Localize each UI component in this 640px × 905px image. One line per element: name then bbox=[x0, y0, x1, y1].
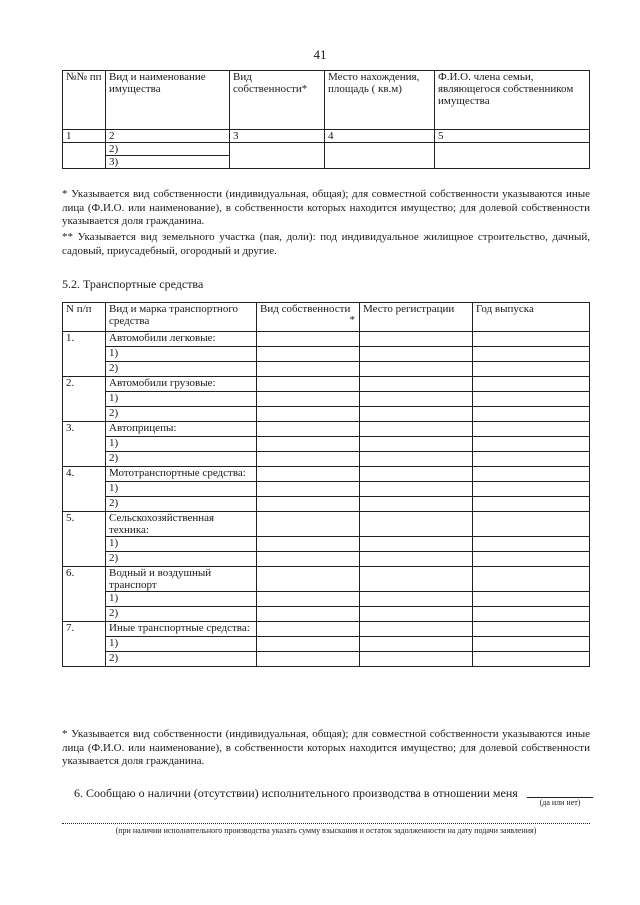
table-row bbox=[63, 143, 590, 156]
table-row bbox=[63, 332, 590, 347]
table-cell bbox=[473, 592, 590, 607]
table-cell bbox=[360, 592, 473, 607]
group-name-cell: Автомобили грузовые: bbox=[106, 377, 257, 392]
table-header-cell: Ф.И.О. члена семьи, являющегося собственником имущества bbox=[435, 71, 590, 130]
table-row bbox=[63, 512, 590, 537]
table-cell bbox=[257, 437, 360, 452]
table-row bbox=[63, 567, 590, 592]
table-cell bbox=[473, 652, 590, 667]
table-cell bbox=[257, 537, 360, 552]
answer-hint: (да или нет) bbox=[539, 798, 581, 807]
table-header-cell: №№ пп bbox=[63, 71, 106, 130]
table-cell bbox=[473, 452, 590, 467]
table-row bbox=[63, 377, 590, 392]
asterisk-mark: * bbox=[349, 314, 355, 326]
item-cell: 2) bbox=[106, 497, 257, 512]
table-header-cell: Вид и марка транспортного средства bbox=[106, 303, 257, 332]
table-cell bbox=[360, 452, 473, 467]
item-cell: 2) bbox=[106, 552, 257, 567]
table-cell bbox=[360, 622, 473, 637]
table-cell bbox=[360, 392, 473, 407]
group-name-cell: Мототранспортные средства: bbox=[106, 467, 257, 482]
table-cell: 1 bbox=[63, 130, 106, 143]
table-cell bbox=[230, 143, 325, 169]
group-name-cell: Автоприцепы: bbox=[106, 422, 257, 437]
table-row bbox=[63, 130, 590, 143]
table-cell: 4 bbox=[325, 130, 435, 143]
table-cell bbox=[257, 407, 360, 422]
table-cell bbox=[473, 482, 590, 497]
table-header-cell: Год выпуска bbox=[473, 303, 590, 332]
table-cell bbox=[257, 392, 360, 407]
table-cell: 2 bbox=[106, 130, 230, 143]
table-cell bbox=[257, 377, 360, 392]
table-row bbox=[63, 552, 590, 567]
table-cell bbox=[360, 497, 473, 512]
section-6-text: 6. Сообщаю о наличии (отсутствии) исполнительного производства в отношении меня bbox=[74, 786, 518, 800]
item-cell: 2) bbox=[106, 407, 257, 422]
table-cell: 3) bbox=[106, 156, 230, 169]
group-name-cell: Автомобили легковые: bbox=[106, 332, 257, 347]
group-number-cell: 4. bbox=[63, 467, 106, 512]
table-cell bbox=[360, 637, 473, 652]
table-header-row bbox=[63, 303, 590, 332]
item-cell: 1) bbox=[106, 637, 257, 652]
table-cell bbox=[473, 537, 590, 552]
table-cell bbox=[257, 637, 360, 652]
table-cell bbox=[360, 437, 473, 452]
table-cell bbox=[360, 362, 473, 377]
table-row bbox=[63, 497, 590, 512]
table-row bbox=[63, 622, 590, 637]
table-row bbox=[63, 437, 590, 452]
table-cell bbox=[360, 377, 473, 392]
table-cell bbox=[360, 332, 473, 347]
group-name-cell: Водный и воздушный транспорт bbox=[106, 567, 257, 592]
item-cell: 1) bbox=[106, 392, 257, 407]
table-cell bbox=[473, 347, 590, 362]
table-cell bbox=[257, 497, 360, 512]
table-header-row bbox=[63, 71, 590, 130]
table-cell bbox=[360, 537, 473, 552]
table-cell bbox=[473, 377, 590, 392]
table-cell bbox=[257, 332, 360, 347]
item-cell: 1) bbox=[106, 437, 257, 452]
group-number-cell: 7. bbox=[63, 622, 106, 667]
table-cell bbox=[257, 482, 360, 497]
table-row bbox=[63, 362, 590, 377]
footer-line bbox=[62, 823, 590, 824]
table-cell bbox=[360, 482, 473, 497]
table-row bbox=[63, 537, 590, 552]
table-cell bbox=[473, 567, 590, 592]
table-row bbox=[63, 407, 590, 422]
table-cell bbox=[473, 422, 590, 437]
page-number: 41 bbox=[313, 47, 327, 62]
item-cell: 2) bbox=[106, 362, 257, 377]
table-cell bbox=[473, 437, 590, 452]
table-cell bbox=[257, 592, 360, 607]
table-header-cell bbox=[257, 303, 360, 332]
item-cell: 1) bbox=[106, 347, 257, 362]
table-cell bbox=[257, 362, 360, 377]
table-cell bbox=[257, 552, 360, 567]
table-row bbox=[63, 347, 590, 362]
table-cell bbox=[473, 512, 590, 537]
item-cell: 2) bbox=[106, 652, 257, 667]
table-cell bbox=[360, 512, 473, 537]
footnote-ownership-2: * Указывается вид собственности (индивидуальная, общая); для совместной собственности указываются иные лица (Ф.И.О. или наименование), в собственности которых находится имущество; для долевой собственности указывается доля гражданина. bbox=[62, 728, 590, 767]
table-cell bbox=[257, 622, 360, 637]
table-cell bbox=[360, 407, 473, 422]
table-cell bbox=[257, 567, 360, 592]
table-cell bbox=[257, 452, 360, 467]
table-cell bbox=[435, 143, 590, 169]
table-cell bbox=[473, 497, 590, 512]
table-cell bbox=[257, 512, 360, 537]
table-cell: 3 bbox=[230, 130, 325, 143]
footnote-ownership: * Указывается вид собственности (индивидуальная, общая); для совместной собственности указываются иные лица (Ф.И.О. или наименование), в собственности которых находится имущество; для долевой собственности указывается доля гражданина. bbox=[62, 188, 590, 227]
table-row bbox=[63, 482, 590, 497]
table-header-text: Вид собственности bbox=[260, 303, 351, 315]
group-name-cell: Иные транспортные средства: bbox=[106, 622, 257, 637]
table-cell bbox=[473, 467, 590, 482]
table-cell bbox=[473, 637, 590, 652]
table-cell bbox=[257, 652, 360, 667]
table-cell bbox=[360, 552, 473, 567]
table-cell bbox=[473, 407, 590, 422]
table-header-cell: Место нахождения, площадь ( кв.м) bbox=[325, 71, 435, 130]
table-cell bbox=[257, 347, 360, 362]
section-title-5-2: 5.2. Транспортные средства bbox=[62, 277, 204, 291]
vehicle-table-body bbox=[63, 332, 590, 667]
table-header-cell: Вид и наименование имущества bbox=[106, 71, 230, 130]
table-cell bbox=[360, 567, 473, 592]
item-cell: 1) bbox=[106, 482, 257, 497]
footnote-land: ** Указывается вид земельного участка (пая, доли): под индивидуальное жилищное строительство, дачный, садовый, приусадебный, огородный и другие. bbox=[62, 231, 590, 257]
group-number-cell: 5. bbox=[63, 512, 106, 567]
group-number-cell: 3. bbox=[63, 422, 106, 467]
table-header-cell: Вид собственности* bbox=[230, 71, 325, 130]
table-row bbox=[63, 592, 590, 607]
group-number-cell: 6. bbox=[63, 567, 106, 622]
item-cell: 1) bbox=[106, 537, 257, 552]
group-number-cell: 1. bbox=[63, 332, 106, 377]
table-cell bbox=[257, 422, 360, 437]
table-cell bbox=[473, 332, 590, 347]
table-cell bbox=[473, 552, 590, 567]
item-cell: 1) bbox=[106, 592, 257, 607]
table-cell bbox=[325, 143, 435, 169]
table-row bbox=[63, 652, 590, 667]
table-cell bbox=[473, 362, 590, 377]
item-cell: 2) bbox=[106, 452, 257, 467]
table-cell bbox=[473, 622, 590, 637]
table-cell: 5 bbox=[435, 130, 590, 143]
group-number-cell: 2. bbox=[63, 377, 106, 422]
group-name-cell: Сельскохозяйственная техника: bbox=[106, 512, 257, 537]
table-cell bbox=[473, 392, 590, 407]
item-cell: 2) bbox=[106, 607, 257, 622]
table-cell bbox=[360, 607, 473, 622]
vehicle-table bbox=[62, 302, 590, 667]
table-cell bbox=[473, 607, 590, 622]
table-cell bbox=[257, 467, 360, 482]
table-row bbox=[63, 607, 590, 622]
table-cell bbox=[360, 422, 473, 437]
table-cell bbox=[360, 467, 473, 482]
table-cell bbox=[360, 347, 473, 362]
table-cell bbox=[63, 143, 106, 169]
table-cell bbox=[360, 652, 473, 667]
table-cell: 2) bbox=[106, 143, 230, 156]
table-row bbox=[63, 467, 590, 482]
table-row bbox=[63, 452, 590, 467]
table-header-cell: N п/п bbox=[63, 303, 106, 332]
table-row bbox=[63, 422, 590, 437]
table-row bbox=[63, 637, 590, 652]
table-cell bbox=[257, 607, 360, 622]
property-table bbox=[62, 70, 590, 169]
footer-hint: (при наличии исполнительного производства указать сумму взыскания и остаток задолженности на дату подачи заявления) bbox=[115, 826, 537, 835]
table-row bbox=[63, 392, 590, 407]
table-header-cell: Место регистрации bbox=[360, 303, 473, 332]
